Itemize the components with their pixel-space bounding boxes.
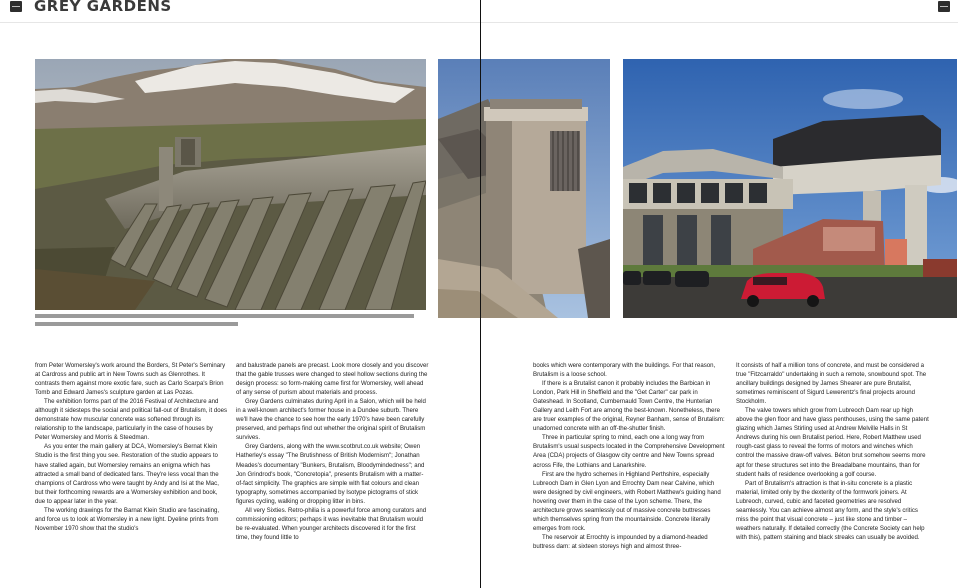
paragraph: Grey Gardens culminates during April in a Salon, which will be held in a well-known architect's former house in a Dundee suburb. There we'll have the chance to see how the early 1970's have been carefully preserved, and perhaps find out whether the original spirit of Brutalism survives. xyxy=(236,398,426,442)
text-column-4 xyxy=(736,361,929,542)
paragraph: books which were contemporary with the buildings. For that reason, Brutalism is a loose school. xyxy=(533,362,716,379)
magazine-title: GREY GARDENS xyxy=(34,0,172,15)
paragraph: The exhibition forms part of the 2016 Festival of Architecture and although it sidesteps the social and political fall-out of Brutalism, it does demonstrate how muscular concrete was softened through its relationship to the landscape, particularly in the case of houses by Peter Womersley and Morris & Steedman. xyxy=(35,398,228,442)
paragraph: from Peter Womersley's work around the Borders, St Peter's Seminary at Cardross and public art in New Towns such as Glenrothes. It contrasts them against more exotic fare, such as Carlo Scarpa's Brion Tomb and Edward James's sculpture garden at Las Pozas. xyxy=(35,362,226,397)
text-column-2 xyxy=(236,361,429,542)
text-column-1 xyxy=(35,361,228,533)
paragraph: Three in particular spring to mind, each one a long way from Brutalism's usual suspects located in the Comprehensive Development Area (CDA) projects of Glasgow city centre and New Towns spread across Fife, the Lothians and Lanarkshire. xyxy=(533,434,725,469)
tower-photo xyxy=(438,59,610,318)
page-corner-icon xyxy=(10,1,22,12)
page-fold xyxy=(480,0,481,588)
paragraph: Grey Gardens, along with the www.scotbrut.co.uk website; Owen Hatherley's essay "The Brutishness of British Modernism"; Jonathan Meades's documentary "Bunkers, Brutalism, Bloodymindedness"; and Jon Grindrod's book, "Concretopia", presents Brutalism with a matter-of-fact simplicity. The graphics are simple with flat colours and clean typography, sometimes accompanied by Isotype pictograms of stick figures cycling, walking or dropping litter in bins. xyxy=(236,443,425,505)
paragraph: If there is a Brutalist canon it probably includes the Barbican in London, Park Hill in Sheffield and the "Get Carter" car park in Gateshead. In Scotland, Cumbernauld Town Centre, the Hunterian Gallery and Leith Fort are among the best-known. Nonetheless, there are truer examples of the original, Reyner Banham, sense of Brutalism: unadorned concrete with an off-the-shutter finish. xyxy=(533,380,725,433)
paragraph: The reservoir at Errochty is impounded by a diamond-headed buttress dam: at sixteen storeys high and almost three- xyxy=(533,533,708,550)
paragraph: and balustrade panels are precast. Look more closely and you discover that the gable trusses were changed to steel hollow sections during the design process: so form-making came first for Womersley, well ahead of any sense of purism about materials and process. xyxy=(236,362,429,397)
paragraph: As you enter the main gallery at DCA, Womersley's Bernat Klein Studio is the first thing you see. Restoration of the studio appears to have stalled again, but Womersley remains an enigma which has attracted a small band of dedicated fans. They're less vocal than the champions of Cardross who were taught by Andy and Isi at the Mac, but their forthcoming rewards are a Womersley exhibition and book, due to appear later in the year. xyxy=(35,443,219,505)
grey-bar-long xyxy=(35,314,414,318)
text-column-3 xyxy=(533,361,726,551)
paragraph: Part of Brutalism's attraction is that in-situ concrete is a plastic material, limited only by the dexterity of the formwork joiners. At Lubreoch, curved, cubic and faceted geometries are resolved seamlessly. You can achieve almost any form, and the style's critics miss the point that visual concrete – just like stone and timber – weathers naturally. If detailed correctly (the Concrete Society can help with this), pattern staining and black streaks can usually be avoided. xyxy=(736,479,925,541)
paragraph: It consists of half a million tons of concrete, and must be considered a true "Fitzcarraldo" undertaking in such a remote, snowbound spot. The ancillary buildings designed by James Shearer are pure Brutalist, sometimes reminiscent of Sigurd Lewerentz's final projects around Stockholm. xyxy=(736,362,927,406)
page-corner-icon xyxy=(938,1,950,12)
dam-photo xyxy=(35,59,426,310)
paragraph: The working drawings for the Barnat Klein Studio are fascinating, and force us to look at Womersley in a new light. Dyeline prints from November 1970 show that the studio's xyxy=(35,506,220,532)
building-photo xyxy=(623,59,957,318)
paragraph: The valve towers which grow from Lubreoch Dam rear up high above the glen floor and have glass penthouses, using the same patent glazing which James Stirling used at Andrew Melville Halls in St Andrews during his own Brutalist period. Here, Robert Matthew used rough-cast glass to reveal the forms of motors and winches which control the massive draw-off valves. Béton brut somehow seems more apt for these structures set into the Breadalbane mountains, than for student halls of residence overlooking a golf course. xyxy=(736,407,929,478)
grey-bar-short xyxy=(35,322,238,326)
paragraph: All very Sixties. Retro-philia is a powerful force among curators and commissioning editors; perhaps it was inevitable that Brutalism would be re-evaluated. When younger architects discovered it for the first time, they found little to xyxy=(236,506,427,541)
header-rule xyxy=(0,22,958,23)
paragraph: First are the hydro schemes in Highland Perthshire, especially Lubreoch Dam in Glen Lyon and Errochty Dam near Calvine, which were designed by civil engineers, with Robert Matthew's guiding hand hovering over them in the case of the Lyon scheme. There, the architecture grows seamlessly out of massive concrete buttresses which themselves spring from the mountainside. Concrete literally emerges from rock. xyxy=(533,470,721,532)
